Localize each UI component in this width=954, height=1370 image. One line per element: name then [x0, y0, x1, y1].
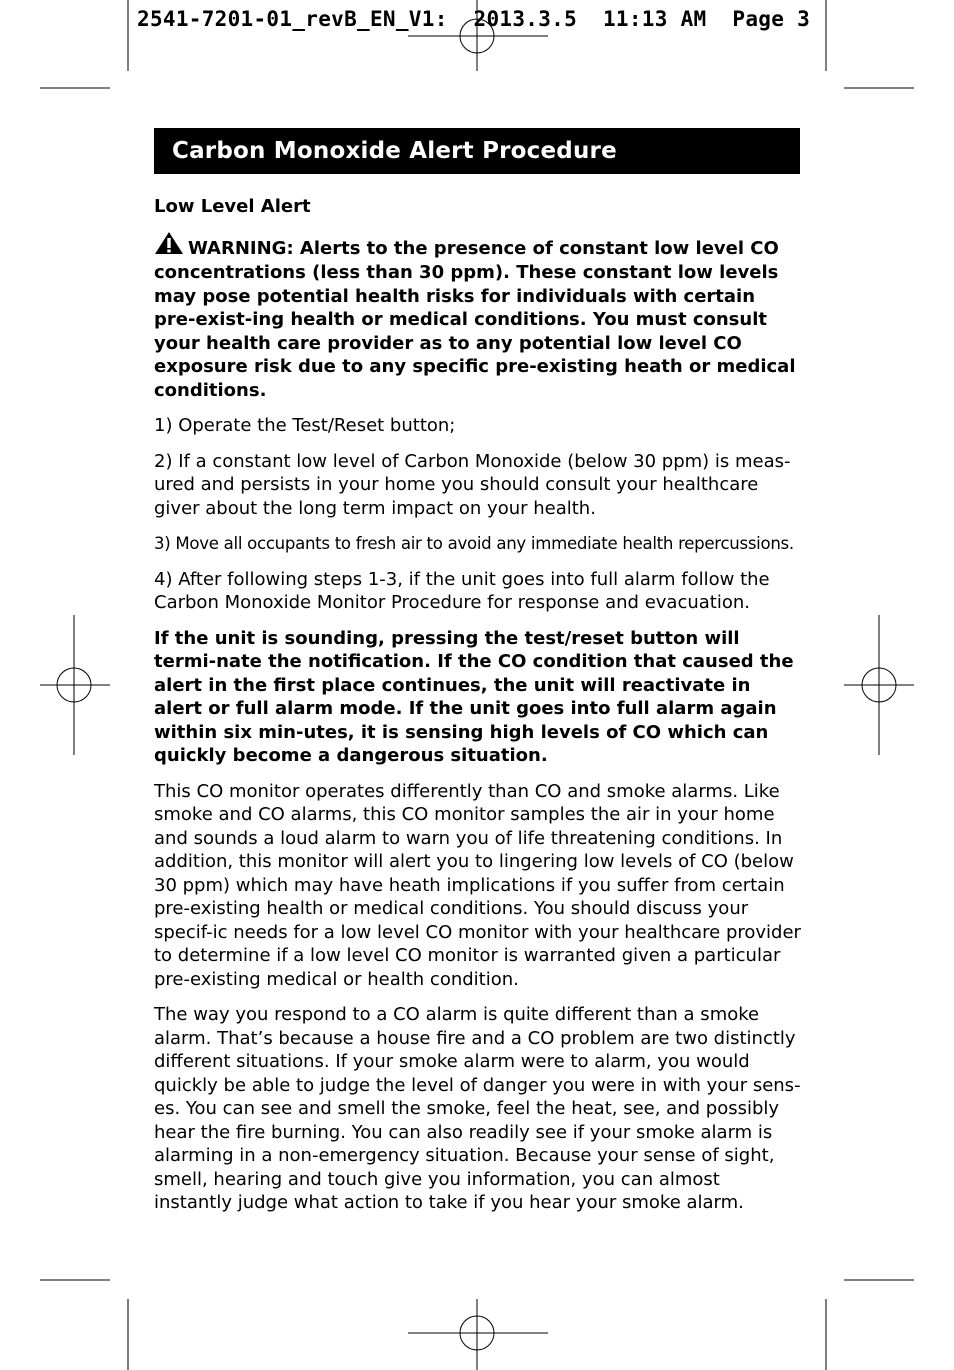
- step-4: 4) After following steps 1-3, if the unit goes into full alarm follow the Carbon Monoxide Monitor Procedure for response and evacuation.: [154, 568, 770, 613]
- step-3: 3) Move all occupants to fresh air to avoid any immediate health repercussions.: [154, 534, 794, 553]
- step-2: 2) If a constant low level of Carbon Monoxide (below 30 ppm) is meas-ured and persists in your home you should consult your healthcare giver about the long term impact on your health.: [154, 450, 791, 519]
- step-1: 1) Operate the Test/Reset button;: [154, 415, 456, 436]
- bold-notice: If the unit is sounding, pressing the test/reset button will termi-nate the notification. If the CO condition that caused the alert in the first place continues, the unit will reactivate in alert or full alarm mode. If the unit goes into full alarm again within six min-utes, it is sensing high levels of CO which can quickly become a dangerous situation.: [154, 627, 794, 766]
- paragraph-response-difference: The way you respond to a CO alarm is quite different than a smoke alarm. That’s because a house fire and a CO problem are two distinctly different situations. If your smoke alarm were to alarm, you would quickly be able to judge the level of danger you were in with your sens-es. You can see and smell the smoke, feel the heat, see, and possibly hear the fire burning. You can also readily see if your smoke alarm is alarming in a non-emergency situation. Because your sense of sight, smell, hearing and touch give you information, you can almost instantly judge what action to take if you hear your smoke alarm.: [154, 1004, 801, 1213]
- section-title: Carbon Monoxide Alert Procedure: [172, 138, 617, 164]
- warning-paragraph: [154, 231, 802, 403]
- document-body: [154, 195, 802, 1227]
- warning-text: WARNING: Alerts to the presence of constant low level CO concentrations (less than 30 ppm). These constant low levels may pose potential health risks for individuals with certain pre-exist-ing health or medical conditions. You must consult your health care provider as to any potential low level CO exposure risk due to any specific pre-existing heath or medical conditions.: [154, 237, 796, 401]
- warning-triangle-icon: [154, 231, 184, 262]
- section-header-bar: [154, 128, 800, 174]
- subhead-low-level-alert: Low Level Alert: [154, 196, 311, 217]
- paragraph-monitor-operation: This CO monitor operates differently than CO and smoke alarms. Like smoke and CO alarms, this CO monitor samples the air in your home and sounds a loud alarm to warn you of life threatening conditions. In addition, this monitor will alert you to lingering low levels of CO (below 30 ppm) which may have heath implications if you suffer from certain pre-existing health or medical conditions. You should discuss your specif-ic needs for a low level CO monitor with your healthcare provider to determine if a low level CO monitor is warranted given a particular pre-existing medical or health condition.: [154, 780, 801, 990]
- print-slug: 2541-7201-01_revB_EN_V1: 2013.3.5 11:13 AM Page 3: [137, 7, 811, 31]
